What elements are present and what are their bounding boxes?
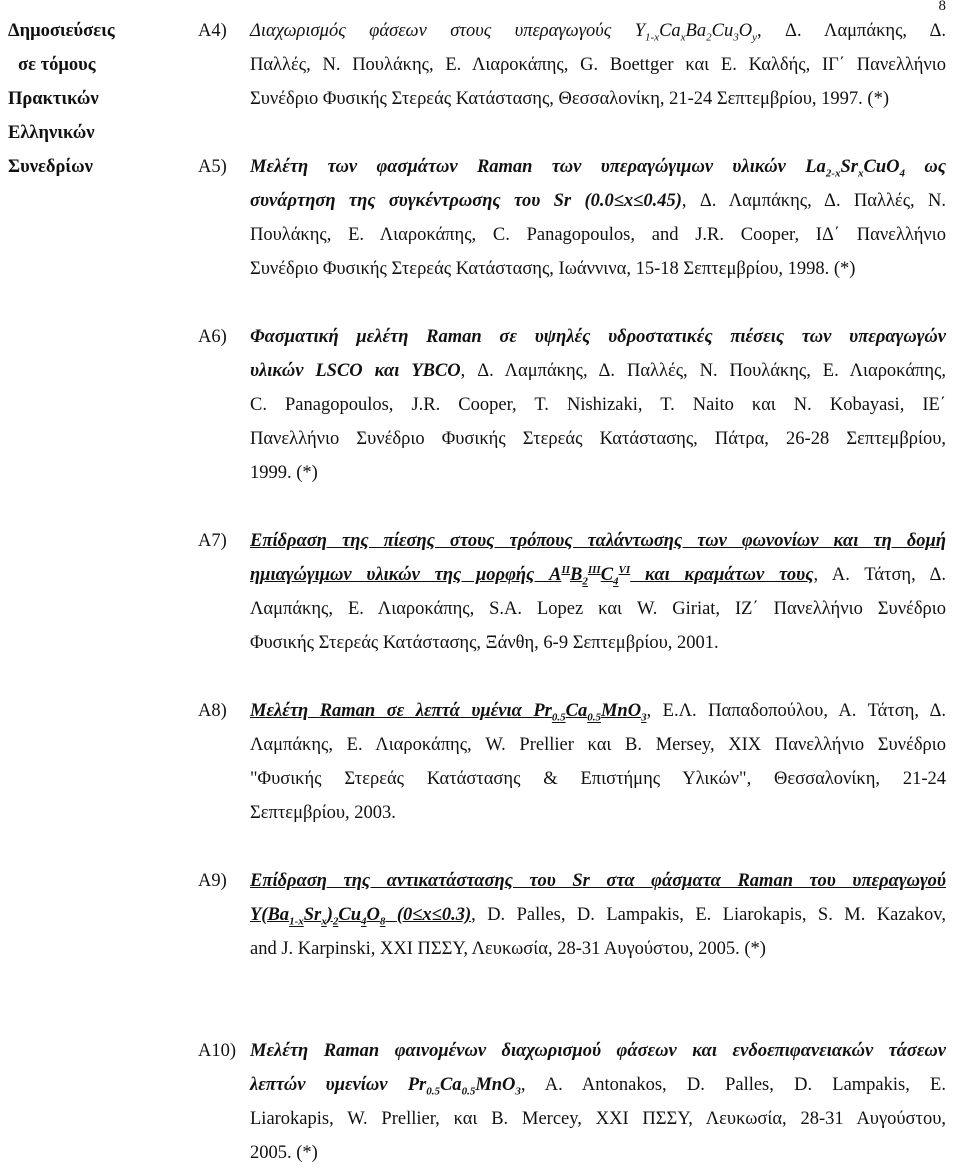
text-run: Μελέτη Raman σε λεπτά υμένια Pr [250, 701, 552, 721]
entry-line [250, 218, 946, 252]
text-run: III [587, 563, 601, 576]
text-run: 3 [733, 31, 739, 44]
text-run: x [680, 31, 686, 44]
entry-line [250, 728, 946, 762]
entry-line [250, 1136, 946, 1170]
text-run: 3 [515, 1085, 521, 1098]
text-run: 4 [361, 915, 367, 928]
publication-entry [198, 864, 946, 966]
text-run: Διαχωρισμός φάσεων στους υπεραγωγούς Y [250, 21, 646, 41]
text-run: Ca [659, 21, 681, 41]
text-run: , Δ. Λαμπάκης, Δ. [756, 21, 946, 41]
text-run: 2005. (*) [250, 1143, 318, 1163]
entry-line [250, 82, 946, 116]
text-run: , A. Antonakos, D. Palles, D. Lampakis, E. [520, 1075, 946, 1095]
entry-line [250, 150, 946, 184]
text-run: 0.5 [551, 711, 566, 724]
text-run: Liarokapis, W. Prellier, και B. Mercey, ΧΧΙ ΠΣΣΥ, Λευκωσία, 28-31 Αυγούστου, [250, 1109, 946, 1129]
entry-label: A5) [198, 157, 227, 177]
entry-text [250, 150, 946, 286]
entry-line [250, 626, 946, 660]
publication-entry [198, 320, 946, 490]
entry-line [250, 422, 946, 456]
text-run: C. Panagopoulos, J.R. Cooper, T. Nishizaki, T. Naito και N. Kobayasi, ΙΕ΄ [250, 395, 946, 415]
entry-line [250, 354, 946, 388]
text-run: 0.5 [426, 1085, 440, 1098]
text-run: Ca [565, 701, 588, 721]
entry-label: A10) [198, 1041, 237, 1061]
text-run: 0.5 [587, 711, 601, 724]
text-run: x [321, 915, 327, 928]
text-run: , Ε.Λ. Παπαδοπούλου, Α. Τάτση, Δ. [646, 701, 946, 721]
publication-entry [198, 1034, 946, 1170]
text-run: MnO [475, 1075, 516, 1095]
text-run: ημιαγώγιμων υλικών της μορφής A [250, 565, 562, 585]
text-run: συνάρτηση της συγκέντρωσης του Sr (0.0≤x≤0.45) [250, 191, 682, 211]
entry-label: A4) [198, 21, 227, 41]
text-run: Sr [840, 157, 858, 177]
text-run: and J. Karpinski, ΧΧΙ ΠΣΣΥ, Λευκωσία, 28-31 Αυγούστου, 2005. (*) [250, 939, 766, 959]
text-run: (0≤x≤0.3) [385, 905, 472, 925]
text-run: O [366, 905, 380, 925]
text-run: Σεπτεμβρίου, 2003. [250, 803, 396, 823]
entry-label: A9) [198, 871, 227, 891]
entry-line [250, 898, 946, 932]
text-run: O [738, 21, 753, 41]
text-run: 4 [899, 167, 905, 180]
entry-line [250, 592, 946, 626]
text-run: , Δ. Λαμπάκης, Δ. Παλλές, Ν. [681, 191, 946, 211]
entry-text [250, 524, 946, 660]
entry-line [250, 14, 946, 48]
entry-line [250, 1068, 946, 1102]
entry-line [250, 456, 946, 490]
entry-line [250, 388, 946, 422]
text-run: 1-x [645, 31, 660, 44]
entry-text [250, 14, 946, 116]
entry-line [250, 1034, 946, 1068]
text-run: 2-x [825, 167, 841, 180]
text-run: ως [904, 157, 946, 177]
publication-entry [198, 14, 946, 116]
text-run: CuO [863, 157, 900, 177]
text-run: , D. Palles, D. Lampakis, E. Liarokapis, S. M. Kazakov, [471, 905, 946, 925]
text-run: x [857, 167, 864, 180]
text-run: , Α. Τάτση, Δ. [813, 565, 946, 585]
text-run: Y(Ba [250, 905, 290, 925]
sidebar-line: Ελληνικών [8, 123, 95, 143]
text-run: Επίδραση της αντικατάστασης του Sr στα φάσματα Raman του υπεραγωγού [250, 871, 946, 891]
entry-text [250, 320, 946, 490]
text-run: VI [618, 563, 631, 576]
text-run: Παλλές, Ν. Πουλάκης, Ε. Λιαροκάπης, G. Boettger και Ε. Καλδής, ΙΓ΄ Πανελλήνιο [250, 55, 946, 75]
text-run: ) [326, 905, 333, 925]
publication-entry [198, 150, 946, 286]
text-run: Λαμπάκης, Ε. Λιαροκάπης, W. Prellier και B. Mersey, ΧΙΧ Πανελλήνιο Συνέδριο [250, 735, 946, 755]
sidebar-line: Πρακτικών [8, 89, 99, 109]
text-run: Συνέδριο Φυσικής Στερεάς Κατάστασης, Ιωάννινα, 15-18 Σεπτεμβρίου, 1998. (*) [250, 259, 856, 279]
entry-label: A8) [198, 701, 227, 721]
text-run: Cu [338, 905, 362, 925]
text-run: λεπτών υμενίων Pr [250, 1075, 427, 1095]
entry-line [250, 252, 946, 286]
text-run: και κραμάτων τους [630, 565, 814, 585]
text-run: Μελέτη Raman φαινομένων διαχωρισμού φάσεων και ενδοεπιφανειακών τάσεων [250, 1041, 946, 1061]
text-run: 3 [641, 711, 647, 724]
publication-entry [198, 694, 946, 830]
entry-line [250, 796, 946, 830]
entry-label: A7) [198, 531, 227, 551]
text-run: 8 [379, 915, 386, 928]
entry-line [250, 932, 946, 966]
sidebar-line: Συνεδρίων [8, 157, 93, 177]
text-run: y [752, 31, 757, 44]
text-run: Ba [685, 21, 707, 41]
text-run: 2 [706, 31, 712, 44]
text-run: 2 [582, 575, 588, 588]
text-run: MnO [600, 701, 642, 721]
text-run: Ca [439, 1075, 462, 1095]
text-run: Φυσικής Στερεάς Κατάστασης, Ξάνθη, 6-9 Σεπτεμβρίου, 2001. [250, 633, 719, 653]
entry-line [250, 558, 946, 592]
text-run: Πουλάκης, Ε. Λιαροκάπης, C. Panagopoulos, and J.R. Cooper, ΙΔ΄ Πανελλήνιο [250, 225, 946, 245]
text-run: "Φυσικής Στερεάς Κατάστασης & Επιστήμης Υλικών", Θεσσαλονίκη, 21-24 [250, 769, 946, 789]
text-run: Πανελλήνιο Συνέδριο Φυσικής Στερεάς Κατάστασης, Πάτρα, 26-28 Σεπτεμβρίου, [250, 429, 946, 449]
entry-line [250, 762, 946, 796]
entry-text [250, 864, 946, 966]
sidebar-line: σε τόμους [18, 55, 96, 75]
sidebar-heading [8, 14, 198, 184]
text-run: , Δ. Λαμπάκης, Δ. Παλλές, Ν. Πουλάκης, Ε. Λιαροκάπης, [460, 361, 946, 381]
sidebar-line: Δημοσιεύσεις [8, 21, 115, 41]
entry-line [250, 524, 946, 558]
entry-text [250, 694, 946, 830]
text-run: Φασματική μελέτη Raman σε υψηλές υδροστατικές πιέσεις των υπεραγωγών [250, 327, 946, 347]
text-run: 1999. (*) [250, 463, 318, 483]
publication-entry [198, 524, 946, 660]
entry-line [250, 184, 946, 218]
text-run: C [600, 565, 614, 585]
entry-line [250, 1102, 946, 1136]
text-run: 0.5 [461, 1085, 476, 1098]
entry-line [250, 864, 946, 898]
entry-line [250, 48, 946, 82]
text-run: Sr [303, 905, 322, 925]
entry-label: A6) [198, 327, 227, 347]
text-run: 1-x [289, 915, 304, 928]
entry-line [250, 694, 946, 728]
text-run: 2 [332, 915, 339, 928]
text-run: 4 [613, 575, 619, 588]
text-run: Συνέδριο Φυσικής Στερεάς Κατάστασης, Θεσσαλονίκη, 21-24 Σεπτεμβρίου, 1997. (*) [250, 89, 889, 109]
text-run: Λαμπάκης, Ε. Λιαροκάπης, S.A. Lopez και W. Giriat, ΙΖ΄ Πανελλήνιο Συνέδριο [250, 599, 946, 619]
text-run: Επίδραση της πίεσης στους τρόπους ταλάντωσης των φωνονίων και τη δομή [250, 531, 946, 551]
text-run: II [561, 563, 570, 576]
text-run: B [570, 565, 583, 585]
entry-line [250, 320, 946, 354]
text-run: Cu [711, 21, 734, 41]
text-run: υλικών LSCO και YBCO [250, 361, 461, 381]
entry-text [250, 1034, 946, 1170]
text-run: Μελέτη των φασμάτων Raman των υπεραγώγιμων υλικών La [250, 157, 826, 177]
page-number: 8 [938, 0, 946, 14]
